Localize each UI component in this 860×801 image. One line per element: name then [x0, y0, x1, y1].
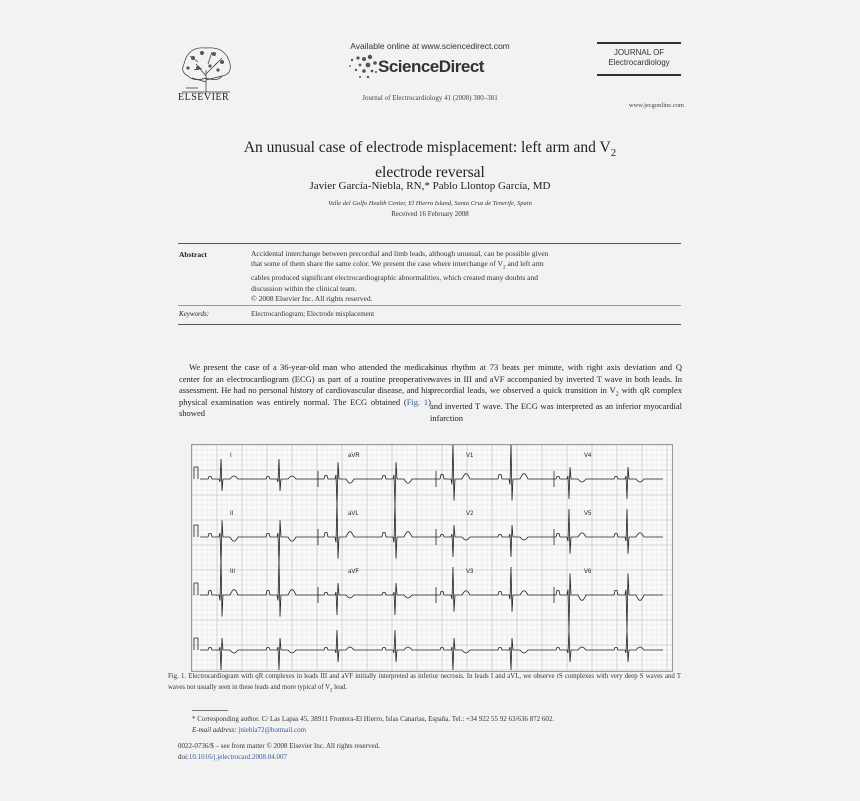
- footnote: [192, 714, 554, 735]
- figure-1-link[interactable]: Fig. 1: [406, 396, 429, 407]
- abstract-bottom-rule: [178, 324, 681, 325]
- ecg-lead-label: I: [230, 453, 232, 459]
- journal-url-link[interactable]: www.jecgonline.com: [628, 102, 684, 109]
- body-text: ) showed: [179, 396, 431, 418]
- doi-line: [178, 752, 380, 763]
- ecg-lead-label: V2: [466, 511, 474, 517]
- abstract-line-part: that some of them share the same color. We present the case where interchange of V: [251, 259, 503, 269]
- received-date: Received 16 February 2008: [391, 210, 469, 218]
- doi-block: [178, 741, 380, 762]
- doi-label: doi:: [178, 752, 189, 761]
- abstract-line: discussion within the clinical team.: [251, 283, 357, 293]
- journal-logo: [597, 42, 681, 76]
- abstract-line: cables produced significant electrocardiographic abnormalities, which created many doubts and: [251, 273, 538, 283]
- ecg-lead-label: aVR: [348, 453, 360, 459]
- sciencedirect-logo: ScienceDirect: [378, 57, 484, 76]
- title-subscript: 2: [610, 147, 617, 160]
- abstract-top-rule: [178, 243, 681, 244]
- ecg-lead-label: III: [230, 569, 236, 575]
- body-text: with qR complex and inverted T wave. The ECG was interpreted as an inferior myocardial infarction: [430, 385, 682, 423]
- body-column-right: [430, 362, 682, 424]
- ecg-calibration-pulse: [194, 638, 198, 650]
- journal-logo-rule-top: [597, 42, 681, 44]
- journal-logo-line1: JOURNAL OF: [613, 48, 665, 57]
- ecg-lead-label: V1: [466, 453, 474, 459]
- caption-text: Fig. 1. Electrocardiogram with qR complexes in leads III and aVF initially interpreted as inferior necrosis. In leads I and aVL, we observe rS complexes with very deep S waves and T waves not usually seen in these leads and more typical of V: [168, 673, 681, 691]
- ecg-trace: [200, 444, 663, 507]
- ecg-lead-label: V3: [466, 569, 474, 575]
- email-label: E-mail address:: [192, 725, 237, 734]
- ecg-lead-label: aVL: [348, 511, 359, 517]
- doi-link[interactable]: 10.1016/j.jelectrocard.2008.04.007: [188, 752, 288, 761]
- front-matter: 0022-0736/$ – see front matter © 2008 Elsevier Inc. All rights reserved.: [178, 742, 380, 750]
- abstract-text: [251, 249, 611, 305]
- article-title: [200, 138, 660, 183]
- title-line1: An unusual case of electrode misplacement: left arm and V: [243, 139, 611, 156]
- body-column-left: [179, 362, 431, 420]
- paper-page: [160, 30, 700, 780]
- ecg-calibration-pulse: [194, 525, 198, 537]
- title-line2: electrode reversal: [375, 164, 485, 182]
- ecg-trace: [200, 501, 663, 565]
- email-line: [192, 725, 554, 736]
- journal-reference: Journal of Electrocardiology 41 (2008) 380–381: [362, 94, 498, 102]
- journal-logo-line2: Electrocardiology: [608, 58, 670, 67]
- abstract-copyright: © 2008 Elsevier Inc. All rights reserved.: [251, 294, 373, 304]
- keywords-rule: [178, 305, 681, 306]
- abstract-line: Accidental interchange between precordial and limb leads, although unusual, can be possible given: [251, 249, 549, 258]
- keywords-text: Electrocardiogram; Electrode misplacement: [251, 310, 375, 318]
- footnote-rule: [192, 710, 228, 711]
- ecg-lead-label: V4: [584, 453, 592, 459]
- caption-text: lead.: [332, 683, 348, 691]
- body-text: sinus rhythm at 73 beats per minute, with right axis deviation and Q waves in III and aVF accompanied by inverted T wave in both leads. In precordial leads, we observed a quick transition in V: [430, 362, 682, 395]
- authors: Javier García-Niebla, RN,* Pablo Llontop García, MD: [309, 180, 551, 192]
- abstract-line: [251, 259, 611, 273]
- abstract-line-part: and left arm: [505, 259, 544, 269]
- ecg-lead-label: II: [230, 511, 234, 517]
- ecg-lead-label: aVF: [348, 569, 360, 575]
- figure-caption: [168, 672, 681, 696]
- journal-logo-rule-bottom: [597, 74, 681, 76]
- available-online-text[interactable]: Available online at www.sciencedirect.com: [350, 41, 510, 51]
- ecg-calibration-pulse: [194, 467, 198, 479]
- body-subscript: 2: [615, 391, 619, 398]
- corresponding-author: * Corresponding author. C/ Las Lapas 45, 38911 Frontera-El Hierro, Islas Canarias, España. Tel.: +34 922 55 92 63/636 872 602.: [192, 715, 555, 723]
- ecg-calibration-pulse: [194, 583, 198, 595]
- body-text: We present the case of a 36-year-old man who attended the medical center for an electrocardiogram (ECG) as part of a routine preoperative assessment. He had no personal history of cardiovascular disease, and his physical examination was entirely normal. The ECG obtained (: [179, 362, 431, 407]
- email-link[interactable]: jniebla72@hotmail.com: [238, 725, 307, 734]
- keywords-label: Keywords:: [179, 310, 210, 318]
- caption-subscript: 2: [330, 687, 333, 693]
- abstract-subscript: 2: [502, 264, 506, 271]
- affiliation: Valle del Golfo Health Center, El Hierro Island, Santa Cruz de Tenerife, Spain: [328, 200, 532, 207]
- ecg-lead-label: V5: [584, 511, 592, 517]
- elsevier-wordmark: ELSEVIER: [178, 92, 230, 103]
- ecg-figure: [191, 444, 673, 672]
- abstract-label: Abstract: [179, 250, 207, 259]
- ecg-lead-label: V6: [584, 569, 592, 575]
